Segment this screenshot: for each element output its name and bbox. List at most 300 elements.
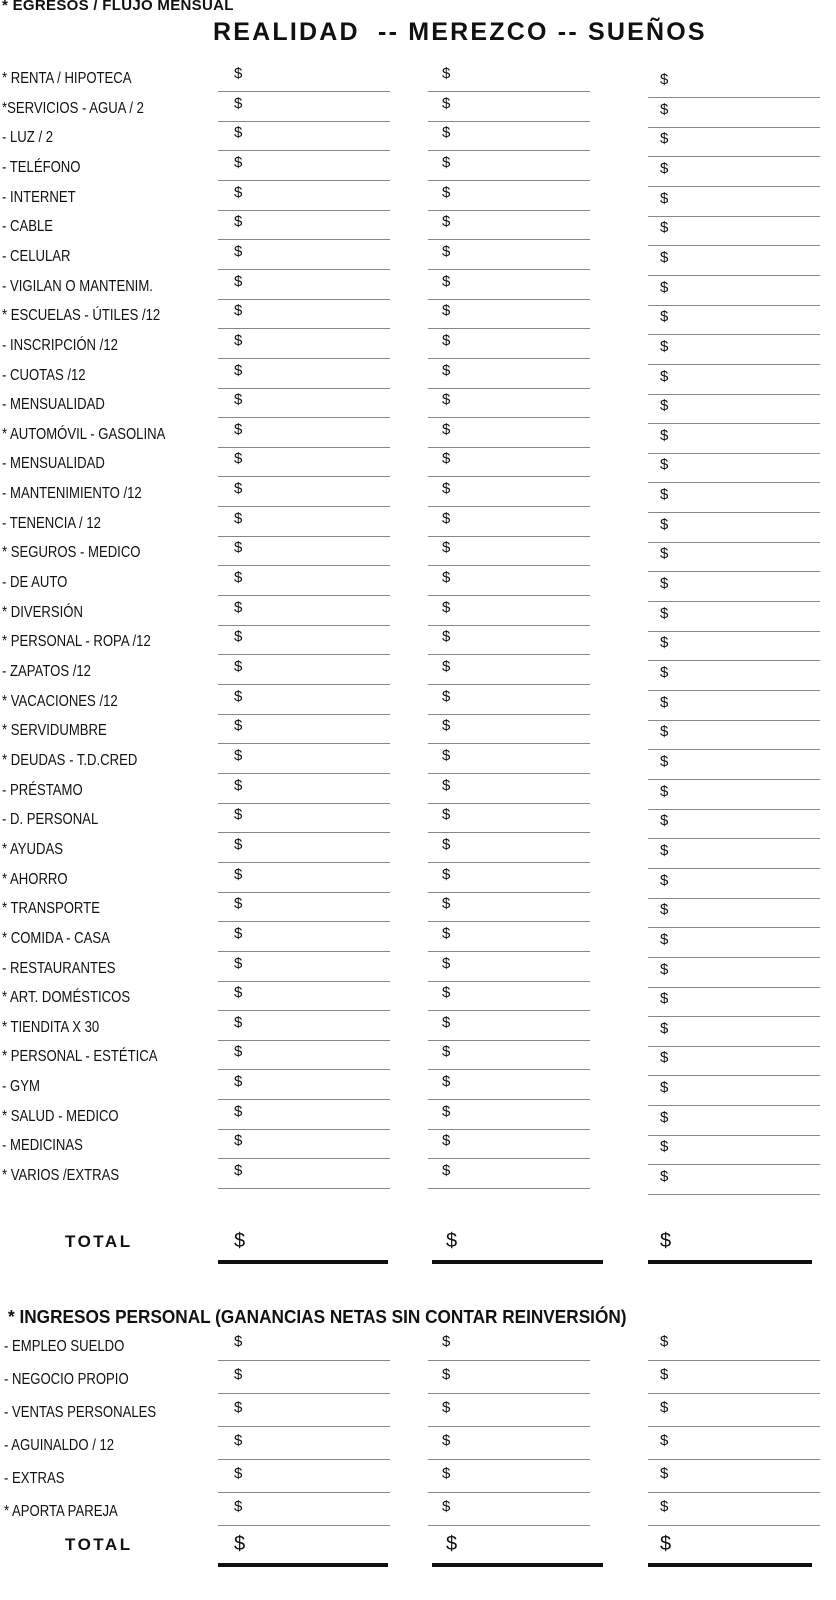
amount-field-merezco[interactable]	[428, 299, 590, 300]
amount-field-merezco[interactable]	[428, 210, 590, 211]
currency-symbol: $	[234, 569, 243, 587]
amount-field-realidad[interactable]	[218, 536, 390, 537]
currency-symbol: $	[442, 272, 451, 290]
amount-field-realidad[interactable]	[218, 892, 390, 893]
amount-field-merezco[interactable]	[428, 417, 590, 418]
total-label: TOTAL	[65, 1535, 133, 1554]
row-label: - VENTAS PERSONALES	[4, 1404, 157, 1421]
currency-symbol: $	[442, 746, 451, 764]
currency-symbol: $	[234, 361, 243, 379]
row-label: * TRANSPORTE	[2, 900, 100, 918]
row-label: * SEGUROS - MEDICO	[2, 544, 141, 562]
amount-field-merezco[interactable]	[428, 565, 590, 566]
amount-field-merezco[interactable]	[428, 91, 590, 92]
amount-field-merezco[interactable]	[428, 921, 590, 922]
currency-symbol: $	[234, 954, 243, 972]
amount-field-merezco[interactable]	[428, 773, 590, 774]
currency-symbol: $	[234, 272, 243, 290]
amount-field-realidad[interactable]	[218, 239, 390, 240]
currency-symbol: $	[234, 1013, 243, 1031]
columns-title: REALIDAD -- MEREZCO -- SUEÑOS	[213, 18, 707, 46]
row-label: - EMPLEO SUELDO	[4, 1338, 125, 1355]
currency-symbol: $	[234, 687, 243, 705]
row-label: * DIVERSIÓN	[2, 603, 83, 621]
amount-field-realidad[interactable]	[218, 210, 390, 211]
amount-field-sueños[interactable]	[648, 601, 820, 602]
amount-field-sueños[interactable]	[648, 334, 820, 335]
amount-field-sueños[interactable]	[648, 245, 820, 246]
amount-field-merezco[interactable]	[428, 1393, 590, 1394]
amount-field-sueños[interactable]	[648, 809, 820, 810]
amount-field-sueños[interactable]	[648, 423, 820, 424]
amount-field-realidad[interactable]	[218, 832, 390, 833]
amount-field-realidad[interactable]	[218, 625, 390, 626]
currency-symbol: $	[660, 930, 669, 948]
amount-field-sueños[interactable]	[648, 156, 820, 157]
amount-field-realidad[interactable]	[218, 91, 390, 92]
currency-symbol: $	[660, 308, 669, 326]
amount-field-sueños[interactable]	[648, 305, 820, 306]
amount-field-sueños[interactable]	[648, 779, 820, 780]
currency-symbol: $	[234, 598, 243, 616]
currency-symbol: $	[234, 746, 243, 764]
currency-symbol: $	[234, 1333, 243, 1350]
amount-field-realidad[interactable]	[218, 150, 390, 151]
amount-field-merezco[interactable]	[428, 832, 590, 833]
currency-symbol: $	[442, 65, 451, 82]
amount-field-realidad[interactable]	[218, 921, 390, 922]
amount-field-realidad[interactable]	[218, 1129, 390, 1130]
row-label: - ZAPATOS /12	[2, 663, 91, 680]
currency-symbol: $	[442, 539, 451, 557]
row-label: - DE AUTO	[2, 574, 68, 592]
amount-field-sueños[interactable]	[648, 97, 820, 98]
currency-symbol: $	[660, 1049, 669, 1067]
amount-field-sueños[interactable]	[648, 660, 820, 661]
currency-symbol: $	[442, 331, 451, 349]
amount-field-merezco[interactable]	[428, 625, 590, 626]
currency-symbol: $	[660, 604, 669, 622]
currency-symbol: $	[660, 337, 669, 355]
total-field-merezco[interactable]	[432, 1260, 603, 1264]
amount-field-merezco[interactable]	[428, 654, 590, 655]
row-label: - MENSUALIDAD	[2, 396, 105, 414]
amount-field-merezco[interactable]	[428, 150, 590, 151]
amount-field-sueños[interactable]	[648, 1459, 820, 1460]
amount-field-sueños[interactable]	[648, 631, 820, 632]
amount-field-realidad[interactable]	[218, 1492, 390, 1493]
amount-field-sueños[interactable]	[648, 512, 820, 513]
amount-field-merezco[interactable]	[428, 1188, 590, 1189]
currency-symbol: $	[442, 1366, 451, 1383]
amount-field-merezco[interactable]	[428, 1129, 590, 1130]
currency-symbol: $	[442, 213, 451, 231]
amount-field-realidad[interactable]	[218, 595, 390, 596]
amount-field-realidad[interactable]	[218, 299, 390, 300]
row-label: * SALUD - MEDICO	[2, 1107, 119, 1125]
currency-symbol: $	[442, 1399, 451, 1416]
currency-symbol: $	[442, 94, 451, 112]
amount-field-sueños[interactable]	[648, 394, 820, 395]
currency-symbol: $	[442, 509, 451, 527]
amount-field-realidad[interactable]	[218, 358, 390, 359]
amount-field-merezco[interactable]	[428, 1069, 590, 1070]
amount-field-sueños[interactable]	[648, 1016, 820, 1017]
currency-symbol: $	[234, 1399, 243, 1416]
amount-field-merezco[interactable]	[428, 239, 590, 240]
currency-symbol: $	[234, 1533, 246, 1555]
amount-field-merezco[interactable]	[428, 803, 590, 804]
currency-symbol: $	[442, 776, 451, 794]
currency-symbol: $	[660, 1366, 669, 1383]
row-label: - PRÉSTAMO	[2, 781, 83, 799]
amount-field-merezco[interactable]	[428, 388, 590, 389]
row-label: - VIGILAN O MANTENIM.	[2, 277, 153, 295]
currency-symbol: $	[234, 1465, 243, 1482]
amount-field-merezco[interactable]	[428, 1426, 590, 1427]
currency-symbol: $	[234, 984, 243, 1002]
row-label: * ESCUELAS - ÚTILES /12	[2, 307, 161, 325]
amount-field-realidad[interactable]	[218, 714, 390, 715]
currency-symbol: $	[660, 278, 669, 296]
row-label: - CUOTAS /12	[2, 366, 86, 384]
currency-symbol: $	[442, 1102, 451, 1120]
currency-symbol: $	[442, 420, 451, 438]
row-label: * AYUDAS	[2, 840, 64, 858]
currency-symbol: $	[234, 480, 243, 498]
amount-field-sueños[interactable]	[648, 1426, 820, 1427]
amount-field-sueños[interactable]	[648, 571, 820, 572]
currency-symbol: $	[446, 1533, 458, 1555]
currency-symbol: $	[234, 242, 243, 260]
amount-field-realidad[interactable]	[218, 1040, 390, 1041]
row-label: - CELULAR	[2, 247, 71, 265]
amount-field-realidad[interactable]	[218, 1099, 390, 1100]
amount-field-realidad[interactable]	[218, 328, 390, 329]
row-label: * COMIDA - CASA	[2, 929, 110, 947]
currency-symbol: $	[442, 895, 451, 913]
amount-field-merezco[interactable]	[428, 714, 590, 715]
amount-field-merezco[interactable]	[428, 1099, 590, 1100]
currency-symbol: $	[660, 1168, 669, 1186]
income-title: * INGRESOS PERSONAL (GANANCIAS NETAS SIN CONTAR REINVERSIÓN)	[8, 1306, 627, 1327]
amount-field-merezco[interactable]	[428, 1158, 590, 1159]
currency-symbol: $	[234, 391, 243, 409]
amount-field-sueños[interactable]	[648, 1393, 820, 1394]
amount-field-realidad[interactable]	[218, 476, 390, 477]
amount-field-sueños[interactable]	[648, 987, 820, 988]
currency-symbol: $	[442, 391, 451, 409]
amount-field-merezco[interactable]	[428, 536, 590, 537]
currency-symbol: $	[442, 628, 451, 646]
currency-symbol: $	[442, 124, 451, 142]
amount-field-sueños[interactable]	[648, 1046, 820, 1047]
amount-field-sueños[interactable]	[648, 1135, 820, 1136]
amount-field-sueños[interactable]	[648, 1525, 820, 1526]
row-label: - LUZ / 2	[2, 129, 54, 147]
currency-symbol: $	[442, 924, 451, 942]
currency-symbol: $	[660, 1079, 669, 1097]
currency-symbol: $	[234, 865, 243, 883]
currency-symbol: $	[442, 1465, 451, 1482]
currency-symbol: $	[234, 302, 243, 320]
currency-symbol: $	[660, 782, 669, 800]
amount-field-merezco[interactable]	[428, 743, 590, 744]
amount-field-sueños[interactable]	[648, 898, 820, 899]
currency-symbol: $	[660, 634, 669, 652]
currency-symbol: $	[660, 456, 669, 474]
currency-symbol: $	[442, 865, 451, 883]
total-field-merezco[interactable]	[432, 1563, 603, 1567]
currency-symbol: $	[660, 693, 669, 711]
currency-symbol: $	[442, 835, 451, 853]
currency-symbol: $	[234, 65, 243, 82]
row-label: - AGUINALDO / 12	[4, 1437, 115, 1454]
row-label: * APORTA PAREJA	[4, 1503, 118, 1520]
currency-symbol: $	[234, 806, 243, 824]
amount-field-realidad[interactable]	[218, 803, 390, 804]
currency-symbol: $	[234, 331, 243, 349]
row-label: * SERVIDUMBRE	[2, 722, 107, 740]
row-label: * VACACIONES /12	[2, 692, 118, 710]
amount-field-realidad[interactable]	[218, 121, 390, 122]
currency-symbol: $	[660, 1498, 669, 1515]
amount-field-merezco[interactable]	[428, 981, 590, 982]
currency-symbol: $	[660, 871, 669, 889]
currency-symbol: $	[234, 1132, 243, 1150]
currency-symbol: $	[234, 1432, 243, 1449]
amount-field-realidad[interactable]	[218, 180, 390, 181]
currency-symbol: $	[660, 545, 669, 563]
amount-field-merezco[interactable]	[428, 595, 590, 596]
currency-symbol: $	[660, 248, 669, 266]
amount-field-realidad[interactable]	[218, 1426, 390, 1427]
currency-symbol: $	[234, 1162, 243, 1180]
amount-field-realidad[interactable]	[218, 447, 390, 448]
currency-symbol: $	[660, 397, 669, 415]
currency-symbol: $	[660, 1399, 669, 1416]
amount-field-sueños[interactable]	[648, 275, 820, 276]
row-label: * AUTOMÓVIL - GASOLINA	[2, 425, 166, 443]
amount-field-merezco[interactable]	[428, 447, 590, 448]
amount-field-sueños[interactable]	[648, 216, 820, 217]
amount-field-merezco[interactable]	[428, 328, 590, 329]
amount-field-sueños[interactable]	[648, 720, 820, 721]
amount-field-merezco[interactable]	[428, 1459, 590, 1460]
currency-symbol: $	[234, 1073, 243, 1091]
total-label: TOTAL	[65, 1232, 133, 1251]
amount-field-sueños[interactable]	[648, 957, 820, 958]
amount-field-realidad[interactable]	[218, 862, 390, 863]
amount-field-merezco[interactable]	[428, 951, 590, 952]
row-label: - TENENCIA / 12	[2, 514, 101, 532]
row-label: - TELÉFONO	[2, 158, 81, 176]
currency-symbol: $	[446, 1230, 458, 1252]
currency-symbol: $	[660, 901, 669, 919]
currency-symbol: $	[660, 1019, 669, 1037]
total-field-sueños[interactable]	[648, 1563, 812, 1567]
row-label: - RESTAURANTES	[2, 959, 116, 977]
amount-field-sueños[interactable]	[648, 364, 820, 365]
amount-field-realidad[interactable]	[218, 684, 390, 685]
amount-field-sueños[interactable]	[648, 927, 820, 928]
row-label: * ART. DOMÉSTICOS	[2, 989, 131, 1007]
currency-symbol: $	[660, 990, 669, 1008]
currency-symbol: $	[660, 575, 669, 593]
currency-symbol: $	[234, 420, 243, 438]
amount-field-realidad[interactable]	[218, 1459, 390, 1460]
currency-symbol: $	[234, 94, 243, 112]
row-label: * PERSONAL - ROPA /12	[2, 633, 151, 651]
currency-symbol: $	[660, 130, 669, 148]
currency-symbol: $	[234, 1043, 243, 1061]
currency-symbol: $	[442, 954, 451, 972]
amount-field-realidad[interactable]	[218, 417, 390, 418]
amount-field-sueños[interactable]	[648, 542, 820, 543]
amount-field-merezco[interactable]	[428, 892, 590, 893]
amount-field-realidad[interactable]	[218, 1069, 390, 1070]
currency-symbol: $	[442, 1013, 451, 1031]
row-label: - NEGOCIO PROPIO	[4, 1371, 129, 1388]
row-label: - MEDICINAS	[2, 1137, 83, 1155]
currency-symbol: $	[234, 1230, 246, 1252]
amount-field-realidad[interactable]	[218, 1188, 390, 1189]
amount-field-realidad[interactable]	[218, 654, 390, 655]
amount-field-sueños[interactable]	[648, 482, 820, 483]
currency-symbol: $	[442, 450, 451, 468]
amount-field-sueños[interactable]	[648, 1075, 820, 1076]
currency-symbol: $	[660, 1533, 672, 1555]
amount-field-sueños[interactable]	[648, 1360, 820, 1361]
currency-symbol: $	[234, 895, 243, 913]
currency-symbol: $	[442, 658, 451, 675]
amount-field-merezco[interactable]	[428, 1040, 590, 1041]
currency-symbol: $	[442, 480, 451, 498]
currency-symbol: $	[442, 569, 451, 587]
currency-symbol: $	[234, 450, 243, 468]
currency-symbol: $	[442, 1043, 451, 1061]
currency-symbol: $	[442, 1498, 451, 1515]
currency-symbol: $	[660, 515, 669, 533]
currency-symbol: $	[442, 687, 451, 705]
currency-symbol: $	[442, 242, 451, 260]
row-label: * PERSONAL - ESTÉTICA	[2, 1048, 158, 1066]
currency-symbol: $	[660, 426, 669, 444]
amount-field-sueños[interactable]	[648, 127, 820, 128]
total-field-realidad[interactable]	[218, 1260, 388, 1264]
currency-symbol: $	[234, 124, 243, 142]
currency-symbol: $	[442, 361, 451, 379]
currency-symbol: $	[442, 717, 451, 735]
amount-field-sueños[interactable]	[648, 1105, 820, 1106]
currency-symbol: $	[234, 924, 243, 942]
currency-symbol: $	[660, 1138, 669, 1156]
total-field-sueños[interactable]	[648, 1260, 812, 1264]
amount-field-sueños[interactable]	[648, 186, 820, 187]
currency-symbol: $	[660, 664, 669, 681]
amount-field-sueños[interactable]	[648, 838, 820, 839]
amount-field-sueños[interactable]	[648, 749, 820, 750]
amount-field-realidad[interactable]	[218, 981, 390, 982]
row-label: - INTERNET	[2, 188, 76, 206]
currency-symbol: $	[234, 717, 243, 735]
currency-symbol: $	[442, 1162, 451, 1180]
amount-field-realidad[interactable]	[218, 269, 390, 270]
currency-symbol: $	[660, 486, 669, 504]
section-title: * EGRESOS / FLUJO MENSUAL	[2, 0, 234, 14]
currency-symbol: $	[442, 806, 451, 824]
currency-symbol: $	[234, 1498, 243, 1515]
currency-symbol: $	[234, 628, 243, 646]
currency-symbol: $	[660, 960, 669, 978]
amount-field-realidad[interactable]	[218, 773, 390, 774]
amount-field-merezco[interactable]	[428, 862, 590, 863]
currency-symbol: $	[234, 153, 243, 171]
row-label: - INSCRIPCIÓN /12	[2, 336, 118, 354]
currency-symbol: $	[234, 539, 243, 557]
currency-symbol: $	[660, 723, 669, 741]
amount-field-realidad[interactable]	[218, 1525, 390, 1526]
amount-field-merezco[interactable]	[428, 269, 590, 270]
amount-field-realidad[interactable]	[218, 506, 390, 507]
amount-field-realidad[interactable]	[218, 743, 390, 744]
currency-symbol: $	[660, 219, 669, 237]
amount-field-realidad[interactable]	[218, 565, 390, 566]
amount-field-realidad[interactable]	[218, 1360, 390, 1361]
row-label: - GYM	[2, 1078, 40, 1096]
amount-field-realidad[interactable]	[218, 1010, 390, 1011]
amount-field-sueños[interactable]	[648, 1164, 820, 1165]
currency-symbol: $	[234, 509, 243, 527]
amount-field-merezco[interactable]	[428, 1525, 590, 1526]
row-label: * TIENDITA X 30	[2, 1018, 100, 1036]
amount-field-merezco[interactable]	[428, 358, 590, 359]
amount-field-sueños[interactable]	[648, 868, 820, 869]
currency-symbol: $	[442, 302, 451, 320]
amount-field-realidad[interactable]	[218, 388, 390, 389]
amount-field-merezco[interactable]	[428, 684, 590, 685]
amount-field-merezco[interactable]	[428, 506, 590, 507]
row-label: * RENTA / HIPOTECA	[2, 70, 132, 87]
amount-field-realidad[interactable]	[218, 951, 390, 952]
amount-field-merezco[interactable]	[428, 1360, 590, 1361]
total-field-realidad[interactable]	[218, 1563, 388, 1567]
amount-field-sueños[interactable]	[648, 690, 820, 691]
amount-field-sueños[interactable]	[648, 1492, 820, 1493]
amount-field-merezco[interactable]	[428, 1492, 590, 1493]
amount-field-sueños[interactable]	[648, 453, 820, 454]
row-label: - D. PERSONAL	[2, 811, 99, 829]
currency-symbol: $	[660, 752, 669, 770]
row-label: * VARIOS /EXTRAS	[2, 1167, 120, 1185]
currency-symbol: $	[660, 1465, 669, 1482]
amount-field-realidad[interactable]	[218, 1393, 390, 1394]
currency-symbol: $	[660, 159, 669, 177]
currency-symbol: $	[442, 183, 451, 201]
row-label: *SERVICIOS - AGUA / 2	[2, 99, 144, 117]
currency-symbol: $	[442, 1132, 451, 1150]
amount-field-merezco[interactable]	[428, 476, 590, 477]
amount-field-sueños[interactable]	[648, 1194, 820, 1195]
currency-symbol: $	[442, 1432, 451, 1449]
amount-field-merezco[interactable]	[428, 1010, 590, 1011]
currency-symbol: $	[442, 598, 451, 616]
amount-field-merezco[interactable]	[428, 121, 590, 122]
amount-field-realidad[interactable]	[218, 1158, 390, 1159]
row-label: * AHORRO	[2, 870, 68, 888]
currency-symbol: $	[660, 812, 669, 830]
amount-field-merezco[interactable]	[428, 180, 590, 181]
